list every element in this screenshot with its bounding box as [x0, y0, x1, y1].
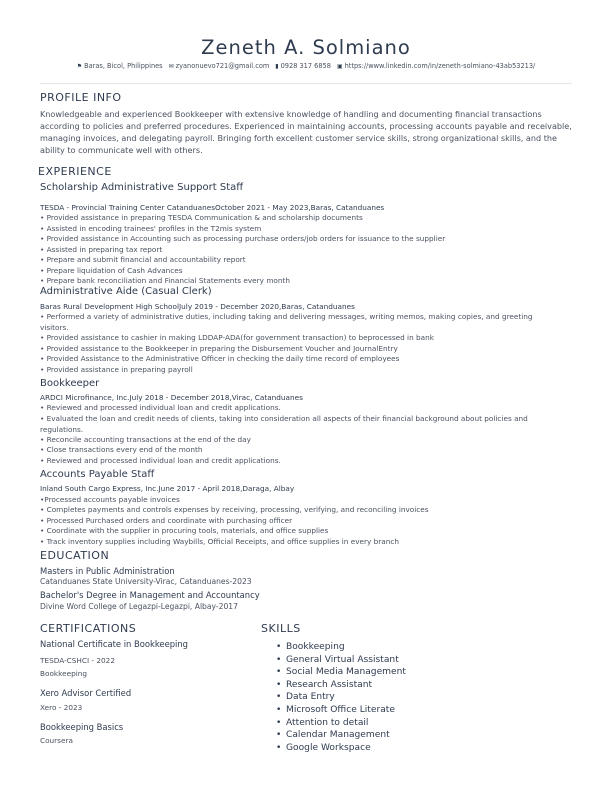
skill-item: • Microsoft Office Literate	[286, 704, 406, 717]
job-title: Bookkeeper	[40, 378, 100, 389]
certification-issuer: TESDA-CSHCI - 2022	[40, 656, 115, 665]
job-bullet: • Provided assistance in Accounting such as processing purchase orders/job orders for issuance to the supplier	[40, 234, 446, 243]
certifications-heading: CERTIFICATIONS	[40, 622, 137, 635]
skill-item: • Google Workspace	[286, 742, 406, 755]
job-bullet: •Processed accounts payable invoices	[40, 495, 180, 504]
contact-bar	[0, 62, 612, 70]
job-bullet: • Close transactions every end of the month	[40, 445, 203, 454]
skill-item: • Bookkeeping	[286, 641, 406, 654]
location-text: Baras, Bicol, Philippines	[84, 62, 163, 70]
job-meta: ARDCI Microfinance, Inc.July 2018 - December 2018,Virac, Catanduanes	[40, 393, 303, 402]
certification-name: National Certificate in Bookkeeping	[40, 639, 188, 649]
certification-issuer: Xero - 2023	[40, 703, 83, 712]
certification-name: Bookkeeping Basics	[40, 722, 124, 732]
education-degree: Bachelor's Degree in Management and Accountancy	[40, 590, 260, 600]
job-title: Accounts Payable Staff	[40, 469, 155, 480]
job-bullet: • Provided assistance to the Bookkeeper in preparing the Disbursement Voucher and JournalEntry	[40, 344, 398, 353]
job-title: Administrative Aide (Casual Clerk)	[40, 286, 212, 297]
job-meta: TESDA - Provincial Training Center CatanduanesOctober 2021 - May 2023,Baras, Catanduanes	[40, 203, 385, 212]
skill-item: • Research Assistant	[286, 679, 406, 692]
job-bullet: • Prepare and submit financial and accountability report	[40, 255, 246, 264]
job-bullet: • Completes payments and controls expenses by receiving, processing, verifying, and reconciling invoices	[40, 505, 429, 514]
linkedin-icon: ▣	[336, 62, 343, 70]
profile-text: Knowledgeable and experienced Bookkeeper with extensive knowledge of handling and documenting financial transactions according to policies and preferred procedures. Experienced in maintaining accounts, processing accounts payable and receivable, managing invoices, and delegating payroll. Bringing forth excellent customer service skills, strong organizational skills, and the ability to communicate well with others.	[40, 109, 572, 155]
contact-email[interactable]	[169, 62, 270, 70]
envelope-icon: ✉	[168, 62, 174, 70]
email-text: zyanonuevo721@gmail.com	[175, 62, 270, 70]
job-meta: Inland South Cargo Express, Inc.June 2017 - April 2018,Daraga, Albay	[40, 484, 295, 493]
job-bullet: • Provided assistance in preparing payroll	[40, 365, 193, 374]
job-bullet: • Provided assistance in preparing TESDA Communication & and scholarship documents	[40, 213, 363, 222]
candidate-name: Zeneth A. Solmiano	[201, 36, 411, 59]
job-bullet: • Reviewed and processed individual loan and credit applications.	[40, 403, 281, 412]
job-bullet: • Evaluated the loan and credit needs of clients, taking into consideration all aspects of their financial background about policies and regulations.	[40, 414, 528, 434]
job-bullet: • Assisted in encoding trainees' profiles in the T2mis system	[40, 224, 262, 233]
skills-heading: SKILLS	[261, 622, 301, 635]
job-bullet: • Assisted in preparing tax report	[40, 245, 163, 254]
phone-icon: ▮	[275, 62, 279, 70]
header-divider	[40, 83, 572, 84]
education-school: Divine Word College of Legazpi-Legazpi, Albay-2017	[40, 602, 238, 611]
certification-issuer: Coursera	[40, 736, 73, 745]
education-school: Catanduanes State University-Virac, Catanduanes-2023	[40, 577, 252, 586]
education-degree: Masters in Public Administration	[40, 566, 175, 576]
phone-text: 0928 317 6858	[280, 62, 331, 70]
contact-location	[77, 62, 163, 70]
job-bullet: • Performed a variety of administrative duties, including taking and delivering messages, writing memos, making copies, and greeting visitors.	[40, 312, 533, 332]
linkedin-text: https://www.linkedin.com/in/zeneth-solmiano-43ab53213/	[344, 62, 536, 70]
contact-phone	[275, 62, 331, 70]
skill-item: • Calendar Management	[286, 729, 406, 742]
job-meta: Baras Rural Development High SchoolJuly 2019 - December 2020,Baras, Catanduanes	[40, 302, 355, 311]
education-heading: EDUCATION	[40, 549, 110, 562]
skill-item: • Data Entry	[286, 691, 406, 704]
job-bullet: • Prepare liquidation of Cash Advances	[40, 266, 183, 275]
job-title: Scholarship Administrative Support Staff	[40, 182, 244, 193]
location-pin-icon: ⚑	[76, 62, 83, 70]
skill-item: • General Virtual Assistant	[286, 654, 406, 667]
profile-heading: PROFILE INFO	[40, 91, 122, 104]
skill-item: • Social Media Management	[286, 666, 406, 679]
job-bullet: • Reviewed and processed individual loan and credit applications.	[40, 456, 281, 465]
job-bullet: • Provided Assistance to the Administrative Officer in checking the daily time record of employees	[40, 354, 400, 363]
job-bullet: • Coordinate with the supplier in procuring tools, materials, and office supplies	[40, 526, 329, 535]
job-bullet: • Prepare bank reconciliation and Financial Statements every month	[40, 276, 290, 285]
skill-item: • Attention to detail	[286, 717, 406, 730]
job-bullet: • Processed Purchased orders and coordinate with purchasing officer	[40, 516, 293, 525]
skills-list	[276, 641, 406, 754]
job-bullet: • Reconcile accounting transactions at the end of the day	[40, 435, 251, 444]
contact-linkedin[interactable]	[337, 62, 535, 70]
certification-name: Xero Advisor Certified	[40, 688, 132, 698]
job-bullet: • Track inventory supplies including Waybills, Official Receipts, and office supplies in every branch	[40, 537, 400, 546]
experience-heading: EXPERIENCE	[38, 165, 112, 178]
certification-detail: Bookkeeping	[40, 669, 88, 678]
job-bullet: • Provided assistance to cashier in making LDDAP-ADA(for government transaction) to beprocessed in bank	[40, 333, 434, 342]
